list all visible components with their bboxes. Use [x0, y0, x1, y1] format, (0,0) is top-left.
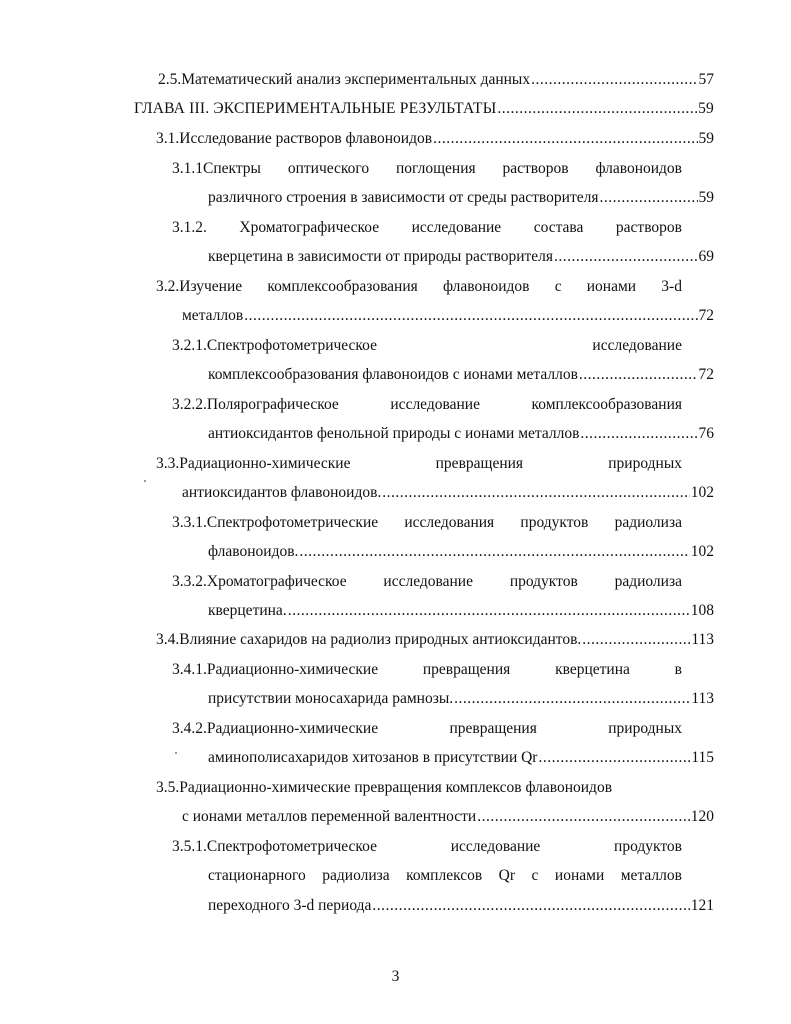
toc-entry-title: различного строения в зависимости от среды растворителя — [208, 189, 599, 206]
toc-entry-title: присутствии моносахарида рамнозы. — [208, 690, 454, 707]
toc-entry-title: с ионами металлов переменной валентности — [182, 808, 477, 825]
toc-entry-3-3-1-cont — [208, 542, 714, 562]
toc-entry-3-5 — [156, 778, 682, 798]
toc-page-number: 108 — [690, 602, 714, 619]
dot-leader — [454, 689, 690, 709]
toc-entry-title: антиоксидантов флавоноидов. — [182, 484, 382, 501]
dot-leader — [288, 601, 690, 621]
toc-entry-title: антиоксидантов фенольной природы с ионами металлов — [208, 425, 580, 442]
toc-page-number: 57 — [698, 71, 714, 88]
dot-leader — [299, 542, 689, 562]
toc-word: 3-d — [661, 278, 682, 295]
toc-entry-3-3-2-cont — [208, 601, 714, 621]
dot-leader — [244, 306, 697, 326]
toc-page-number: 115 — [691, 749, 714, 766]
toc-word: оптического — [287, 160, 370, 177]
toc-word: поглощения — [396, 160, 476, 177]
toc-page-number: 59 — [698, 130, 714, 147]
toc-word: 3.1.2. — [172, 219, 207, 236]
toc-page-number: 69 — [698, 248, 714, 265]
dot-leader — [497, 99, 697, 119]
toc-entry-3-2-1 — [172, 336, 682, 356]
toc-entry-title: аминополисахаридов хитозанов в присутствии Qr — [208, 749, 538, 766]
toc-page-number: 72 — [698, 307, 714, 324]
toc-entry-title: переходного 3-d периода — [208, 897, 372, 914]
toc-word: комплексообразования — [267, 278, 418, 295]
dot-leader — [582, 630, 690, 650]
toc-word: 3.2.2.Полярографическое — [172, 396, 339, 413]
toc-word: Qr — [498, 867, 516, 884]
toc-word: 3.1.1Спектры — [172, 160, 261, 177]
toc-entry-title: ГЛАВА III. ЭКСПЕРИМЕНТАЛЬНЫЕ РЕЗУЛЬТАТЫ — [134, 100, 497, 117]
toc-page-number: 72 — [698, 366, 714, 383]
toc-entry-3-2 — [156, 277, 682, 297]
toc-entry-3-4-2 — [172, 719, 682, 739]
toc-entry-3-4-1-cont — [208, 689, 714, 709]
dot-leader — [580, 424, 697, 444]
toc-page-number: 121 — [690, 897, 714, 914]
toc-entry-title: комплексообразования флавоноидов с ионами металлов — [208, 366, 578, 383]
toc-page-number: 76 — [698, 425, 714, 442]
toc-word: стационарного — [208, 867, 306, 884]
toc-word: с — [554, 278, 562, 295]
toc-word: превращения — [449, 720, 537, 737]
toc-word: растворов — [615, 219, 682, 236]
toc-entry-3-3 — [156, 454, 682, 474]
toc-word: 3.3.1.Спектрофотометрические — [172, 514, 379, 531]
toc-page-number: 59 — [698, 100, 714, 117]
toc-word: исследование — [450, 838, 541, 855]
toc-word: 3.4.2.Радиационно-химические — [172, 720, 379, 737]
toc-word: превращения — [435, 455, 524, 472]
dot-leader — [599, 188, 697, 208]
toc-word: исследование — [592, 337, 682, 354]
page-number: 3 — [391, 968, 400, 985]
toc-entry-2-5 — [158, 70, 714, 90]
scan-speck — [144, 480, 146, 482]
toc-entry-3-1 — [156, 129, 714, 149]
dot-leader — [372, 896, 689, 916]
toc-word: исследование — [383, 573, 473, 590]
dot-leader — [531, 70, 697, 90]
toc-word: 3.3.2.Хроматографическое — [172, 573, 347, 590]
toc-word: Хроматографическое — [239, 219, 380, 236]
toc-word: природных — [608, 455, 682, 472]
toc-word: радиолиза — [322, 867, 390, 884]
dot-leader — [382, 483, 689, 503]
toc-entry-3-5-1-cont — [208, 896, 714, 916]
toc-word: состава — [533, 219, 584, 236]
toc-word: превращения — [422, 661, 511, 678]
toc-entry-3-5-cont — [182, 807, 714, 827]
toc-word: исследование — [390, 396, 480, 413]
toc-entry-3-4-2-cont — [208, 748, 714, 768]
toc-word: продуктов — [614, 838, 682, 855]
toc-page-number: 113 — [691, 690, 714, 707]
toc-entry-3-1-2 — [172, 218, 682, 238]
dot-leader — [477, 807, 690, 827]
toc-page-number: 59 — [698, 189, 714, 206]
toc-entry-3-2-cont — [182, 306, 714, 326]
toc-word: 3.3.Радиационно-химические — [156, 455, 351, 472]
toc-word: комплексообразования — [531, 396, 682, 413]
toc-entry-3-5-1-line2 — [208, 866, 682, 886]
toc-entry-title: флавоноидов. — [208, 543, 299, 560]
toc-entry-3-3-cont — [182, 483, 714, 503]
toc-entry-title: 3.1.Исследование растворов флавоноидов — [156, 130, 433, 147]
toc-entry-3-1-2-cont — [208, 247, 714, 267]
toc-entry-title: кверцетина. — [208, 602, 287, 619]
toc-entry-3-2-1-cont — [208, 365, 714, 385]
toc-word: продуктов — [509, 573, 578, 590]
toc-entry-3-1-1-cont — [208, 188, 714, 208]
toc-word: исследование — [411, 219, 502, 236]
toc-word: с — [531, 867, 539, 884]
toc-word: радиолиза — [614, 514, 682, 531]
toc-word: 3.2.1.Спектрофотометрическое — [172, 337, 377, 354]
toc-word: в — [674, 661, 682, 678]
toc-word: флавоноидов — [442, 278, 530, 295]
toc-entry-title: кверцетина в зависимости от природы растворителя — [208, 248, 554, 265]
toc-word: исследования — [404, 514, 495, 531]
toc-entry-3-1-1 — [172, 159, 682, 179]
toc-entry-title: 3.4.Влияние сахаридов на радиолиз природных антиоксидантов. — [156, 631, 582, 648]
toc-word: 3.2.Изучение — [156, 278, 243, 295]
toc-word: природных — [608, 720, 682, 737]
toc-word: продуктов — [520, 514, 589, 531]
toc-entry-title: 3.5.Радиационно-химические превращения комплексов флавоноидов — [156, 779, 613, 796]
toc-word: металлов — [620, 867, 682, 884]
toc-word: 3.4.1.Радиационно-химические — [172, 661, 379, 678]
toc-entry-title: металлов — [182, 307, 244, 324]
toc-entry-title: 2.5.Математический анализ экспериментальных данных — [158, 71, 531, 88]
dot-leader — [538, 748, 690, 768]
toc-entry-3-4 — [156, 630, 714, 650]
toc-entry-3-3-2 — [172, 572, 682, 592]
toc-page-number: 120 — [690, 808, 714, 825]
toc-entry-3-3-1 — [172, 513, 682, 533]
dot-leader — [433, 129, 697, 149]
toc-word: растворов — [502, 160, 569, 177]
scan-speck — [175, 752, 177, 754]
toc-word: комплексов — [406, 867, 483, 884]
toc-word: ионами — [586, 278, 637, 295]
toc-entry-3-4-1 — [172, 660, 682, 680]
dot-leader — [579, 365, 698, 385]
toc-word: кверцетина — [555, 661, 630, 678]
toc-word: флавоноидов — [595, 160, 682, 177]
toc-word: радиолиза — [614, 573, 682, 590]
toc-word: 3.5.1.Спектрофотометрическое — [172, 838, 377, 855]
toc-entry-3-2-2 — [172, 395, 682, 415]
toc-page-number: 102 — [690, 543, 714, 560]
toc-page-number: 102 — [690, 484, 714, 501]
toc-word: ионами — [554, 867, 605, 884]
toc-page-number: 113 — [691, 631, 714, 648]
toc-entry-3-5-1 — [172, 837, 682, 857]
toc-chapter-3 — [134, 99, 714, 119]
toc-entry-3-2-2-cont — [208, 424, 714, 444]
dot-leader — [554, 247, 697, 267]
